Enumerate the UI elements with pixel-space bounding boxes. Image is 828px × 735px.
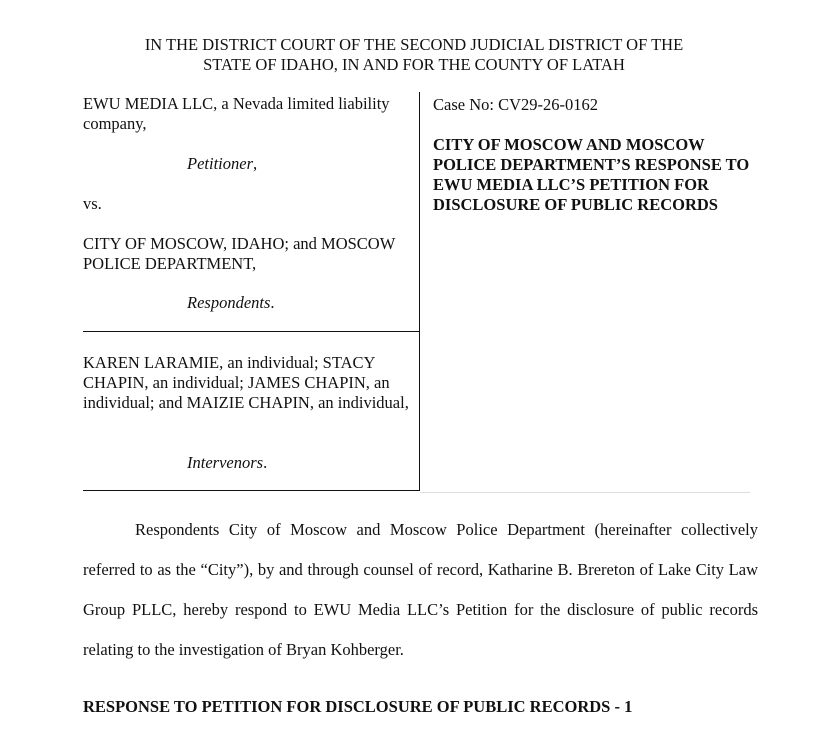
respondent-period: . [270,293,275,312]
document-title: CITY OF MOSCOW AND MOSCOW POLICE DEPARTMENT’S RESPONSE TO EWU MEDIA LLC’S PETITION FOR DISCLOSURE OF PUBLIC RECORDS [433,135,750,214]
page-footer: RESPONSE TO PETITION FOR DISCLOSURE OF PUBLIC RECORDS - 1 [83,697,633,716]
caption-divider [83,331,419,332]
intervenor-role [187,453,517,473]
court-header-line-2: STATE OF IDAHO, IN AND FOR THE COUNTY OF LATAH [203,55,625,74]
caption-end-rule [420,492,750,493]
versus-text: vs. [83,194,102,213]
petitioner-label: Petitioner [187,154,253,173]
court-header-line-1: IN THE DISTRICT COURT OF THE SECOND JUDICIAL DISTRICT OF THE [144,35,684,54]
intervenor-party: KAREN LARAMIE, an individual; STACY CHAPIN, an individual; JAMES CHAPIN, an individual; and MAIZIE CHAPIN, an individual, [83,353,409,412]
caption-parties [83,92,420,491]
respondent-party: CITY OF MOSCOW, IDAHO; and MOSCOW POLICE DEPARTMENT, [83,234,395,273]
petitioner-party: EWU MEDIA LLC, a Nevada limited liability company, [83,94,390,133]
body-paragraph: Respondents City of Moscow and Moscow Police Department (hereinafter collectively referred to as the “City”), by and through counsel of record, Katharine B. Brereton of Lake City Law Group PLLC, hereby respond to EWU Media LLC’s Petition for the disclosure of public records relating to the investigation of Bryan Kohberger. [83,520,758,659]
court-header [0,35,828,75]
intervenor-period: . [263,453,268,472]
case-caption [83,92,750,492]
intervenor-label: Intervenors [187,453,264,472]
respondent-role [187,293,517,313]
respondent-label: Respondents [187,293,271,312]
petitioner-comma: , [252,154,258,173]
case-number: Case No: CV29-26-0162 [433,95,598,114]
